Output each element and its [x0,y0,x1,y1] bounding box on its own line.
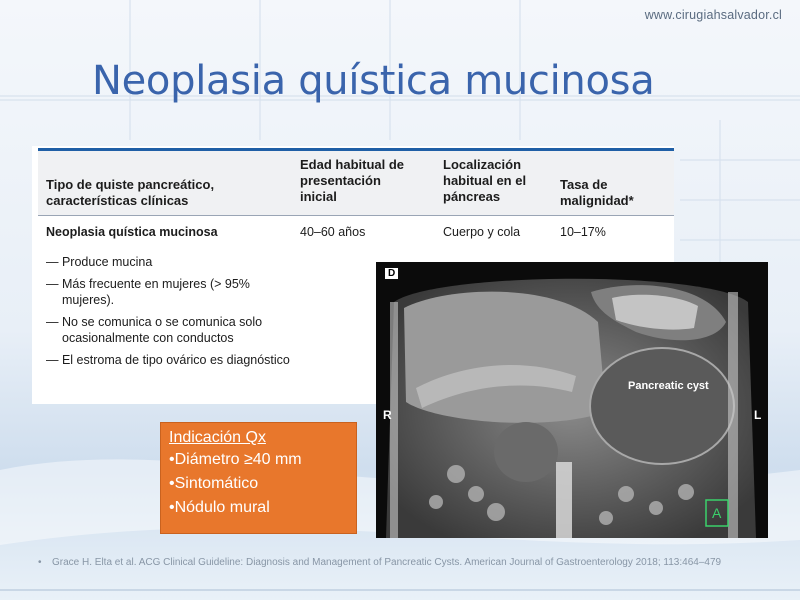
characteristics-list [46,254,296,374]
row-age: 40–60 años [300,225,366,239]
indication-item: •Sintomático [169,475,259,492]
ct-orientation-r: R [383,408,392,422]
slide-title: Neoplasia quística mucinosa [92,58,655,104]
list-item: — El estroma de tipo ovárico es diagnóstico [46,353,290,367]
row-location: Cuerpo y cola [443,225,521,239]
reference-footnote [38,556,772,569]
header-location: Localización habitual en el páncreas [443,157,527,204]
header-age: Edad habitual de presentación inicial [300,157,405,204]
ct-orientation-l: L [754,408,762,422]
ct-cyst-label: Pancreatic cyst [628,380,709,392]
indication-item: •Nódulo mural [169,499,270,516]
list-item: — No se comunica o se comunica solo ocasionalmente con conductos [46,315,263,345]
row-type: Neoplasia quística mucinosa [46,225,218,239]
footnote-bullet: • [38,557,42,568]
ct-panel-letter: A [712,505,722,521]
site-url: www.cirugiahsalvador.cl [644,8,782,22]
list-item: — Produce mucina [46,255,153,269]
ct-orientation-d: D [385,268,398,279]
footnote-text: Grace H. Elta et al. ACG Clinical Guideline: Diagnosis and Management of Pancreatic Cysts. American Journal of Gastroenterology 2018; 113:464–479 [52,557,722,568]
indication-title: Indicación Qx [169,429,266,446]
list-item: — Más frecuente en mujeres (> 95% mujeres). [46,277,250,307]
row-malignancy: 10–17% [560,225,606,239]
header-type: Tipo de quiste pancreático, características clínicas [46,177,215,208]
surgical-indication-box [160,422,357,534]
table-header [38,148,674,216]
ct-scan-drawing [376,262,768,538]
header-malignancy: Tasa de malignidad* [560,177,634,208]
indication-item: •Diámetro ≥40 mm [169,451,302,468]
ct-scan-image [376,262,768,538]
